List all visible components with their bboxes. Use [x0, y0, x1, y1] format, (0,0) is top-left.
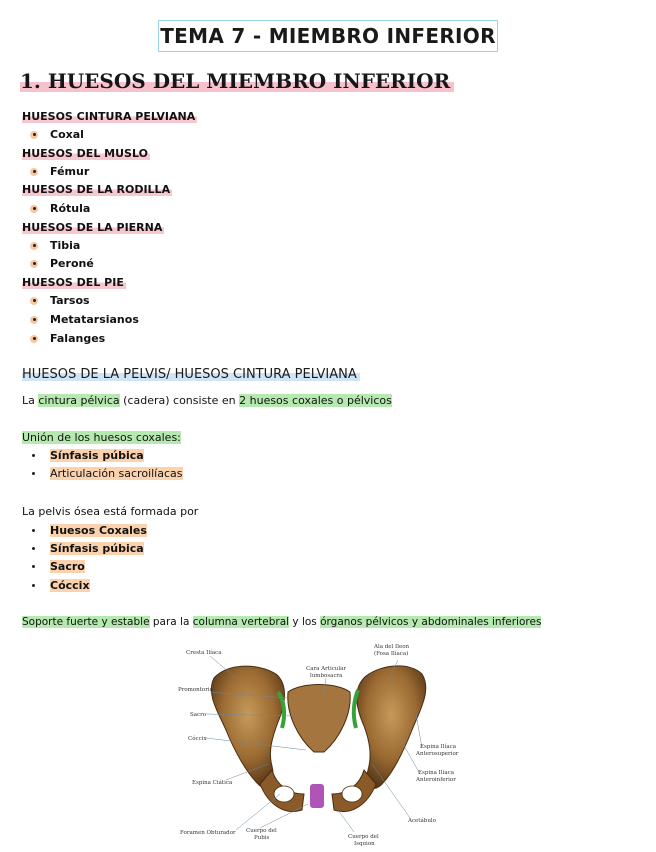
list-item: Huesos Coxales — [32, 524, 147, 537]
bullet-icon — [30, 131, 38, 139]
label-ala-ileon-2: (Fosa Ilíaca) — [374, 651, 409, 657]
label-espina-anteroinferior: Espina Ilíaca — [418, 770, 455, 776]
bullet-icon — [32, 529, 35, 532]
label-acetabulo: Acetábulo — [408, 818, 436, 824]
list-item: Articulación sacroilíacas — [32, 467, 183, 480]
label-coccix: Cóccix — [188, 736, 207, 742]
label-promontorio: Promontorio — [178, 687, 213, 693]
bullet-icon — [30, 297, 38, 305]
list-item: Tarsos — [30, 294, 90, 307]
label-espina-anterosuperior: Espina Ilíaca — [420, 744, 457, 750]
list-item: Metatarsianos — [30, 313, 139, 326]
bullet-icon — [30, 316, 38, 324]
list-item: Coxal — [30, 128, 84, 141]
category-pierna: HUESOS DE LA PIERNA — [22, 221, 163, 234]
subsection-heading: HUESOS DE LA PELVIS/ HUESOS CINTURA PELVIANA — [22, 367, 360, 382]
list-item: Tibia — [30, 239, 80, 252]
label-sacro: Sacro — [190, 712, 207, 718]
support-text: Soporte fuerte y estable para la columna vertebral y los órganos pélvicos y abdominales inferiores — [22, 616, 542, 628]
list-item: Sínfasis púbica — [32, 542, 144, 555]
list-item: Fémur — [30, 165, 89, 178]
label-espina-anterosuperior-2: Anterosuperior — [416, 751, 459, 757]
category-muslo: HUESOS DEL MUSLO — [22, 147, 148, 160]
bullet-icon — [32, 584, 35, 587]
bullet-icon — [30, 260, 38, 268]
label-cuerpo-pubis-2: Pubis — [254, 835, 270, 841]
list-item: Cóccix — [32, 579, 90, 592]
pelvis-figure — [176, 634, 460, 848]
label-espina-ciatica: Espina Ciática — [192, 780, 233, 786]
label-cara-articular-2: lumbosacra — [310, 673, 343, 679]
category-cintura-pelviana: HUESOS CINTURA PELVIANA — [22, 110, 196, 123]
page-title: TEMA 7 - MIEMBRO INFERIOR — [160, 24, 496, 48]
list-item: Falanges — [30, 332, 105, 345]
bullet-icon — [30, 168, 38, 176]
section-heading: 1. HUESOS DEL MIEMBRO INFERIOR — [20, 69, 454, 93]
title-box — [158, 20, 498, 52]
label-cuerpo-isquion-2: Isquion — [354, 841, 375, 847]
label-cara-articular: Cara Articular — [306, 666, 347, 672]
bullet-icon — [30, 242, 38, 250]
bullet-icon — [32, 565, 35, 568]
pelvis-illustration — [176, 634, 460, 848]
category-pie: HUESOS DEL PIE — [22, 276, 124, 289]
list-item: Rótula — [30, 202, 90, 215]
bullet-icon — [30, 335, 38, 343]
label-cresta-iliaca: Cresta Ilíaca — [186, 650, 222, 656]
list-item: Peroné — [30, 257, 94, 270]
label-espina-anteroinferior-2: Anteroinferior — [416, 777, 456, 783]
label-foramen-obturador: Foramen Obturador — [180, 830, 236, 836]
union-label: Unión de los huesos coxales: — [22, 431, 181, 444]
label-cuerpo-pubis: Cuerpo del — [246, 828, 277, 834]
list-item: Sínfasis púbica — [32, 449, 144, 462]
list-item: Sacro — [32, 560, 85, 573]
bullet-icon — [32, 472, 35, 475]
label-cuerpo-isquion: Cuerpo del — [348, 834, 379, 840]
label-ala-ileon: Ala del Ileon — [374, 644, 410, 650]
pelvis-label: La pelvis ósea está formada por — [22, 505, 199, 518]
bullet-icon — [32, 547, 35, 550]
intro-text: La cintura pélvica (cadera) consiste en 2 huesos coxales o pélvicos — [22, 394, 392, 407]
bullet-icon — [30, 205, 38, 213]
category-rodilla: HUESOS DE LA RODILLA — [22, 183, 171, 196]
bullet-icon — [32, 454, 35, 457]
